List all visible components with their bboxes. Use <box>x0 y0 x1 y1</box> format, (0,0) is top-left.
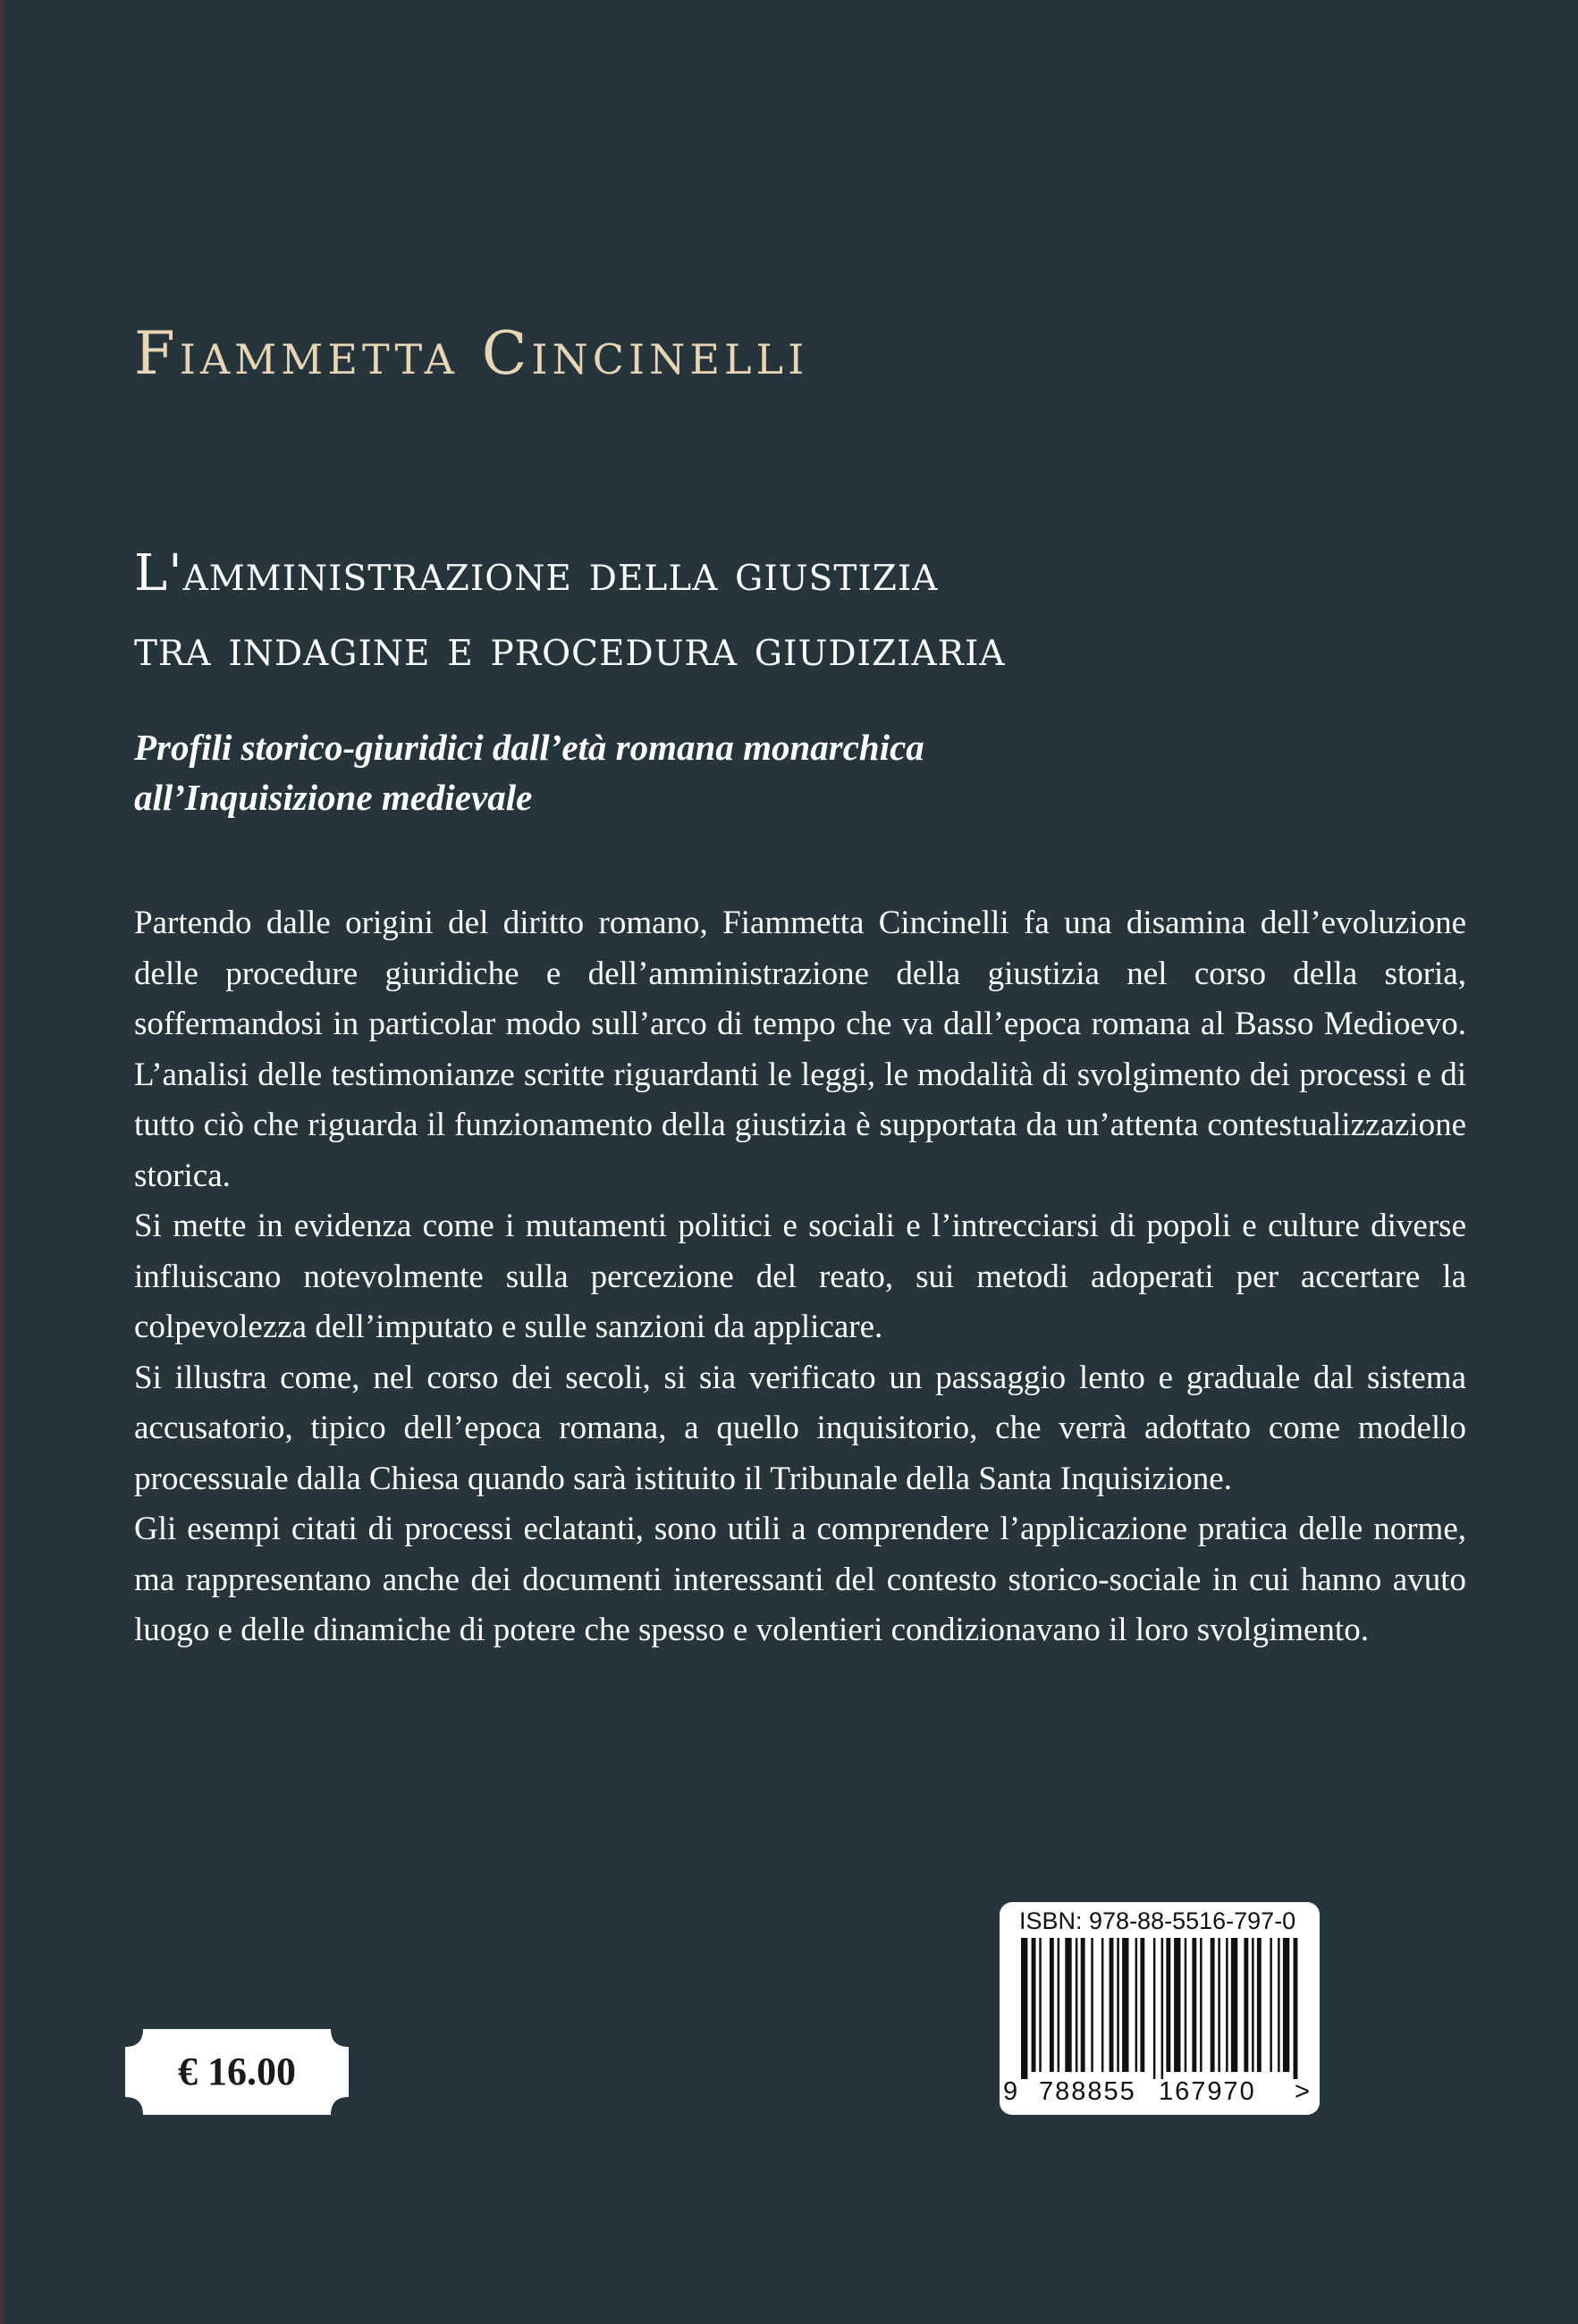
barcode-digits-right: 167970 <box>1159 2077 1256 2106</box>
book-title-line-1: L'amministrazione della giustizia <box>134 544 939 602</box>
book-subtitle <box>134 722 924 822</box>
blurb-paragraph-1: Partendo dalle origini del diritto romano, Fiammetta Cincinelli fa una disamina dell’evoluzione delle procedure giuridiche e dell’amministrazione della giustizia nel corso della storia, soffermandosi in particolar modo sull’arco di tempo che va dall’epoca romana al Basso Medioevo. L’analisi delle testimonianze scritte riguardanti le leggi, le modalità di svolgimento dei processi e di tutto ciò che riguarda il funzionamento della giustizia è supportata da un’attenta contestualizzazione storica. <box>134 905 1466 1194</box>
barcode-digits-left: 788855 <box>1039 2077 1136 2106</box>
book-title-line-2: tra indagine e procedura giudiziaria <box>134 619 1006 678</box>
isbn-barcode-box <box>1000 1902 1320 2115</box>
book-title <box>134 536 1006 686</box>
book-blurb <box>134 898 1466 1656</box>
barcode-digit-first: 9 <box>1003 2077 1018 2106</box>
price-badge <box>125 2029 349 2115</box>
barcode-digits <box>1000 2077 1320 2109</box>
author-name: Fiammetta Cincinelli <box>134 319 809 388</box>
barcode-icon <box>1017 1938 1302 2079</box>
barcode-arrow: > <box>1295 2077 1310 2106</box>
blurb-paragraph-2: Si mette in evidenza come i mutamenti politici e sociali e l’intrecciarsi di popoli e culture diverse influiscano notevolmente sulla percezione del reato, sui metodi adoperati per accertare la colpevolezza dell’imputato e sulle sanzioni da applicare. <box>134 1208 1466 1345</box>
isbn-label: ISBN: 978-88-5516-797-0 <box>1019 1907 1296 1934</box>
price-label: € 16.00 <box>178 2050 296 2093</box>
blurb-paragraph-3: Si illustra come, nel corso dei secoli, si sia verificato un passaggio lento e graduale dal sistema accusatorio, tipico dell’epoca romana, a quello inquisitorio, che verrà adottato come modello processuale dalla Chiesa quando sarà istituito il Tribunale della Santa Inquisizione. <box>134 1359 1466 1497</box>
cover-edge-line <box>1 0 4 2324</box>
blurb-paragraph-4: Gli esempi citati di processi eclatanti, sono utili a comprendere l’applicazione pratica delle norme, ma rappresentano anche dei documenti interessanti del contesto storico-sociale in cui hanno avuto luogo e delle dinamiche di potere che spesso e volentieri condizionavano il loro svolgimento. <box>134 1511 1466 1648</box>
book-subtitle-line-2: all’Inquisizione medievale <box>134 777 533 818</box>
book-subtitle-line-1: Profili storico-giuridici dall’età romana monarchica <box>134 727 924 768</box>
